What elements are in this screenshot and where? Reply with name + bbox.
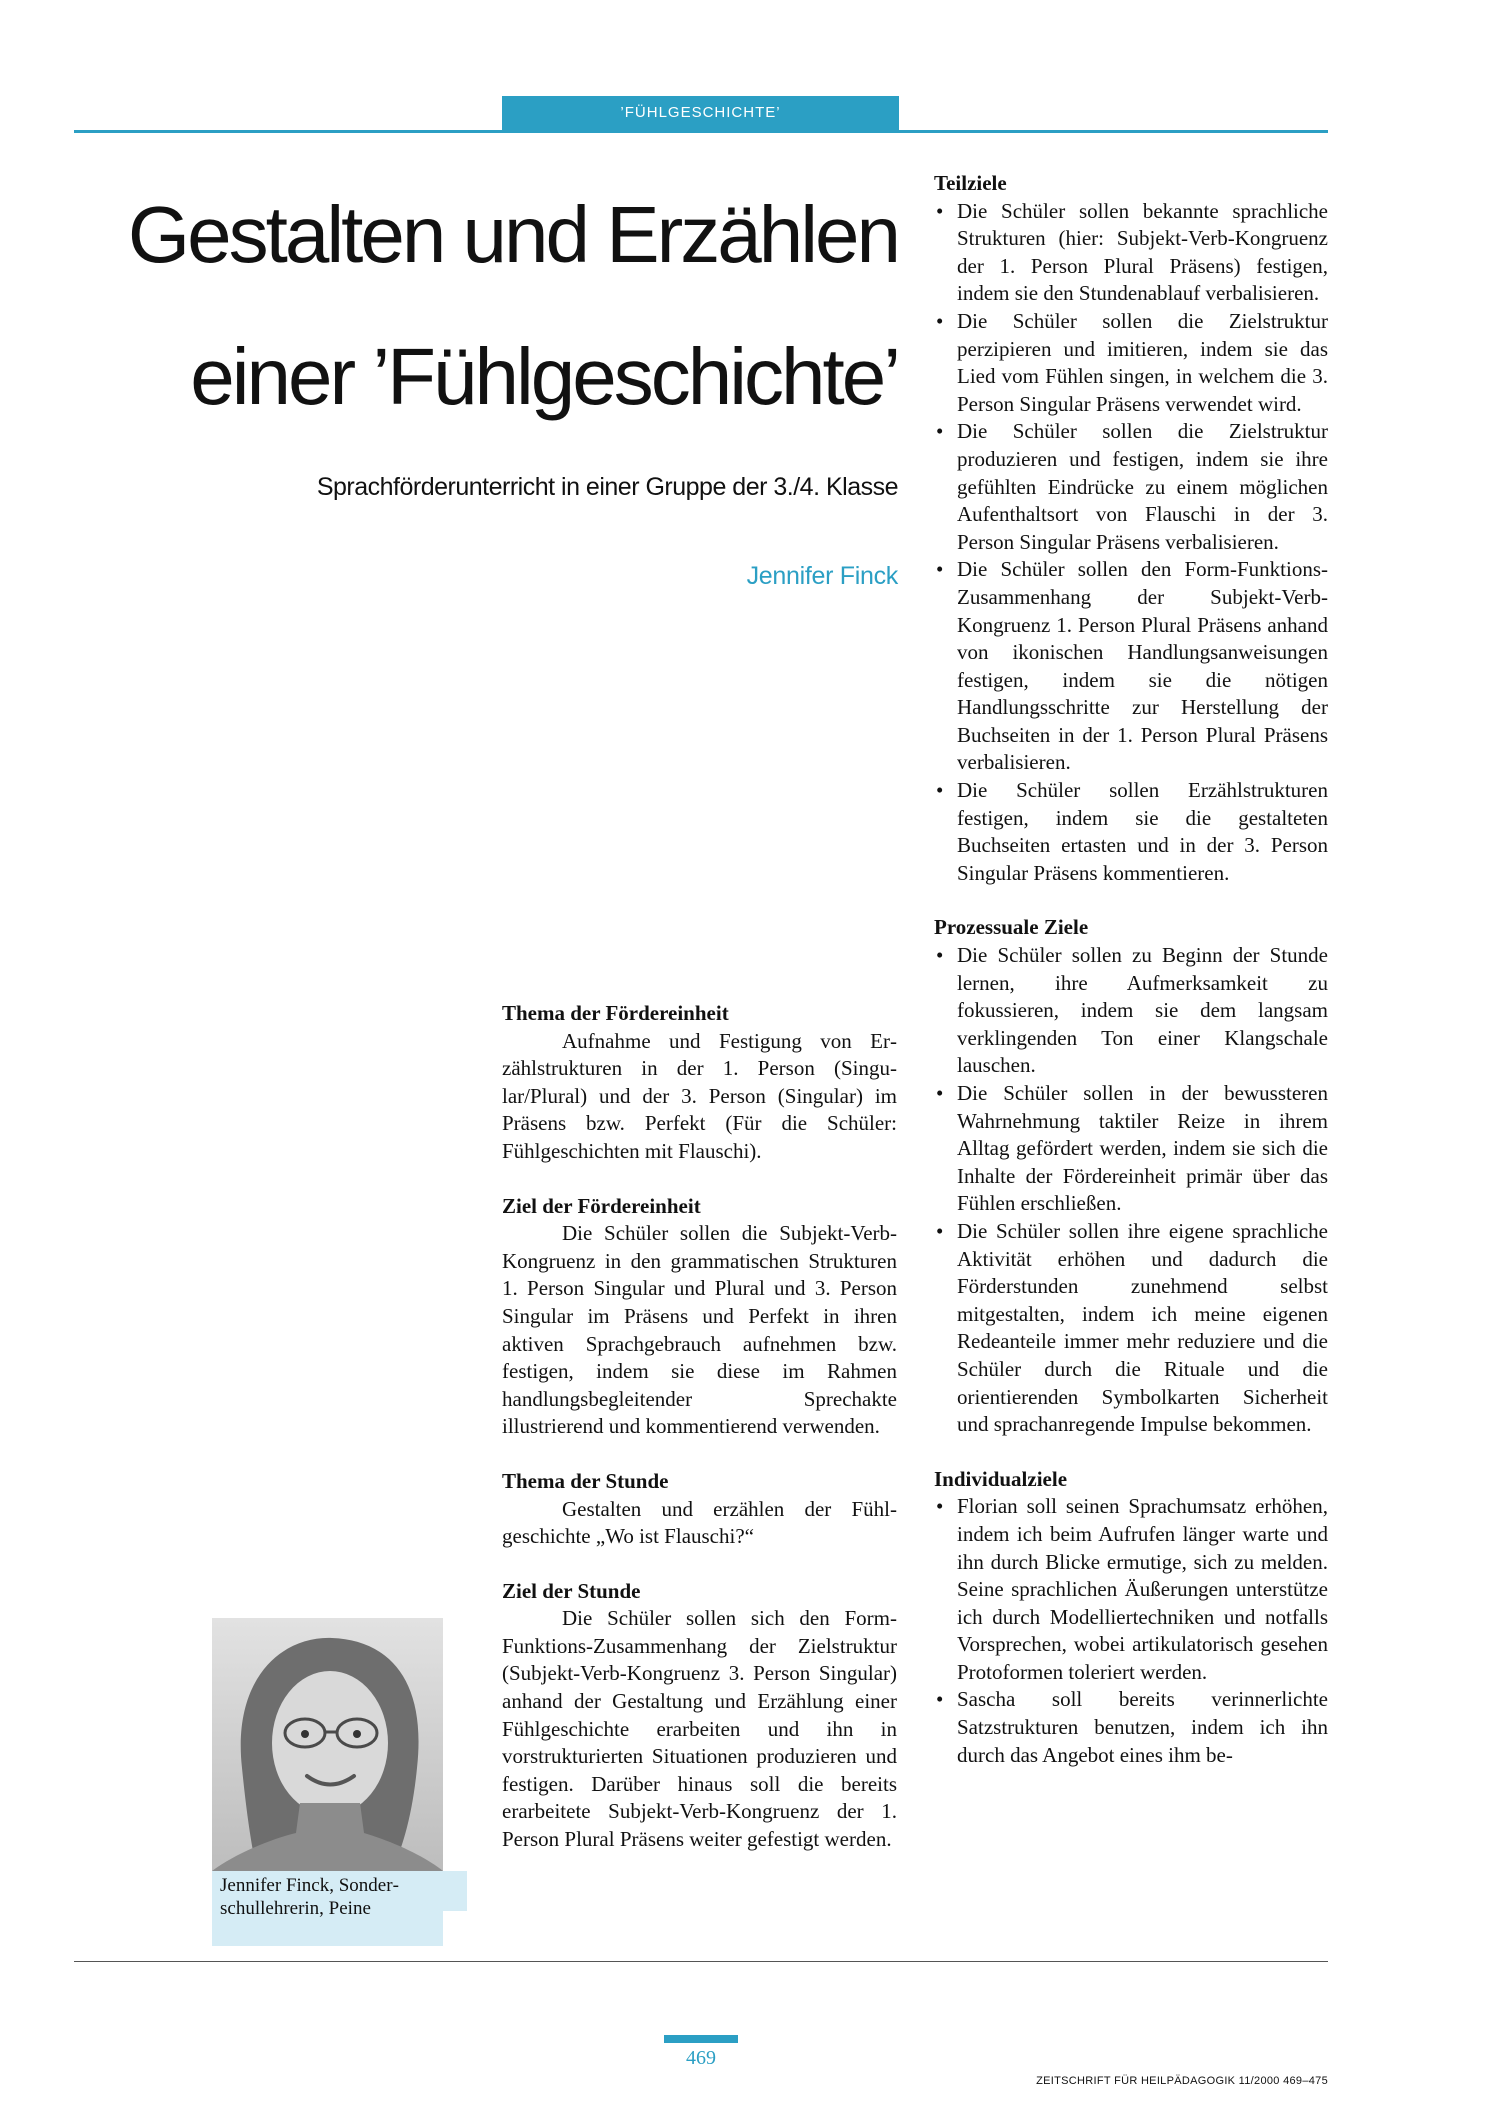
section-heading: Ziel der Fördereinheit [502,1193,701,1218]
list-item: • Die Schüler sollen in der bewussteren Wahrnehmung taktiler Reize in ihrem Alltag gefördert werden, indem sie sich die Inhalte der Fördereinheit primär über das Fühlen erschließen. [934,1080,1328,1218]
section-teilziele [934,170,1328,887]
author-photo [212,1618,443,1871]
section-paragraph: Die Schüler sollen die Subjekt-Verb-Kongruenz in den grammatischen Strukturen 1. Person Singular und Plural und 3. Person Singular im Präsens und Perfekt in ihren aktiven Sprachgebrauch aufnehmen bzw. festigen, indem sie diese im Rahmen handlungsbegleitender Sprechakte illustrierend und kommentierend verwenden. [502,1221,897,1439]
section-thema-stunde [502,1468,897,1551]
section-paragraph: Die Schüler sollen sich den Form-Funktions-Zusammenhang der Zielstruktur (Subjekt-Verb-Kongruenz 3. Person Singular) anhand der Gestaltung und Erzählung einer Fühlgeschichte erarbeiten und ihn in vorstrukturierten Situationen produzieren und festigen. Darüber hinaus soll die bereits erarbeitete Subjekt-Verb-Kongruenz der 1. Person Plural Präsens weiter gefestigt werden. [502,1606,897,1852]
photo-caption: Jennifer Finck, Sonderschullehrerin, Peine [212,1871,467,1911]
list-item: • Die Schüler sollen die Zielstruktur perzipieren und imitieren, indem sie das Lied vom Fühlen singen, in welchem die 3. Person Singular Präsens verwendet wird. [934,308,1328,418]
header-rule [74,130,1328,133]
page-number: 469 [686,2047,716,2069]
page-number-tab [664,2035,738,2043]
bullet-list [934,198,1328,888]
section-heading: Teilziele [934,171,1007,195]
middle-text-column [502,1000,897,1881]
article-subtitle: Sprachförderunterricht in einer Gruppe der 3./4. Klasse [316,473,898,501]
author-portrait-illustration [212,1618,443,1871]
list-item: • Die Schüler sollen zu Beginn der Stunde lernen, ihre Aufmerksamkeit zu fokussieren, indem sie dem langsam verklingenden Ton einer Klangschale lauschen. [934,942,1328,1080]
section-paragraph: Gestalten und erzählen der Fühlgeschichte „Wo ist Flauschi?“ [502,1496,897,1549]
section-heading: Thema der Stunde [502,1468,669,1493]
list-item: • Sascha soll bereits verinnerlichte Satzstrukturen benutzen, indem ich ihn durch das Angebot eines ihm be- [934,1686,1328,1769]
footer-rule [74,1961,1328,1962]
section-prozessuale-ziele [934,914,1328,1438]
section-individualziele [934,1466,1328,1770]
bullet-list [934,1493,1328,1769]
list-item: • Florian soll seinen Sprachumsatz erhöhen, indem ich beim Aufrufen länger warte und ihn durch Blicke ermutige, sich zu melden. Seine sprachlichen Äußerungen unterstütze ich durch Modelliertechniken und notfalls Vorsprechen, wobei artikulatorisch gesehen Protoformen toleriert werden. [934,1493,1328,1686]
list-item: • Die Schüler sollen Erzählstrukturen festigen, indem sie die gestalteten Buchseiten ertasten und in der 3. Person Singular Präsens kommentieren. [934,777,1328,887]
bullet-list [934,942,1328,1439]
list-item: • Die Schüler sollen bekannte sprachliche Strukturen (hier: Subjekt-Verb-Kongruenz der 1. Person Plural Präsens) festigen, indem sie den Stundenablauf verbalisieren. [934,198,1328,308]
list-item: • Die Schüler sollen den Form-Funktions-Zusammenhang der Subjekt-Verb-Kongruenz 1. Person Plural Präsens anhand von ikonischen Handlungsanweisungen festigen, indem sie die nötigen Handlungsschritte zur Herstellung der Buchseiten in der 1. Person Plural Präsens verbalisieren. [934,556,1328,777]
right-text-column [934,170,1328,1796]
section-ziel-foerdereinheit [502,1193,897,1441]
article-author: Jennifer Finck [746,562,898,590]
list-item: • Die Schüler sollen ihre eigene sprachliche Aktivität erhöhen und dadurch die Förderstunden zunehmend selbst mitgestalten, indem ich meine eigenen Redeanteile immer mehr reduziere und die Schüler durch die Rituale und die orientierenden Symbolkarten Sicherheit und sprachanregende Impulse bekommen. [934,1218,1328,1439]
list-item: • Die Schüler sollen die Zielstruktur produzieren und festigen, indem sie ihre gefühlten Eindrücke zu einem möglichen Aufenthaltsort von Flauschi in der 3. Person Singular Präsens verbalisieren. [934,418,1328,556]
section-thema-foerdereinheit [502,1000,897,1166]
journal-reference: ZEITSCHRIFT FÜR HEILPÄDAGOGIK 11/2000 469–475 [1036,2075,1328,2087]
title-block [120,190,898,591]
section-ziel-stunde [502,1578,897,1854]
section-heading: Ziel der Stunde [502,1578,641,1603]
article-title-line-1: Gestalten und Erzählen [127,190,898,279]
section-paragraph: Aufnahme und Festigung von Erzählstrukturen in der 1. Person (Singular/Plural) und der 3. Person (Singular) im Präsens bzw. Perfekt (Für die Schüler: Fühlgeschichten mit Flauschi). [502,1028,897,1163]
section-heading: Thema der Fördereinheit [502,1001,729,1025]
section-heading: Prozessuale Ziele [934,915,1089,940]
section-heading: Individualziele [934,1466,1068,1491]
article-title-line-2: einer ’Fühlgeschichte’ [190,332,898,421]
section-header-tab: ’FÜHLGESCHICHTE’ [502,96,899,130]
